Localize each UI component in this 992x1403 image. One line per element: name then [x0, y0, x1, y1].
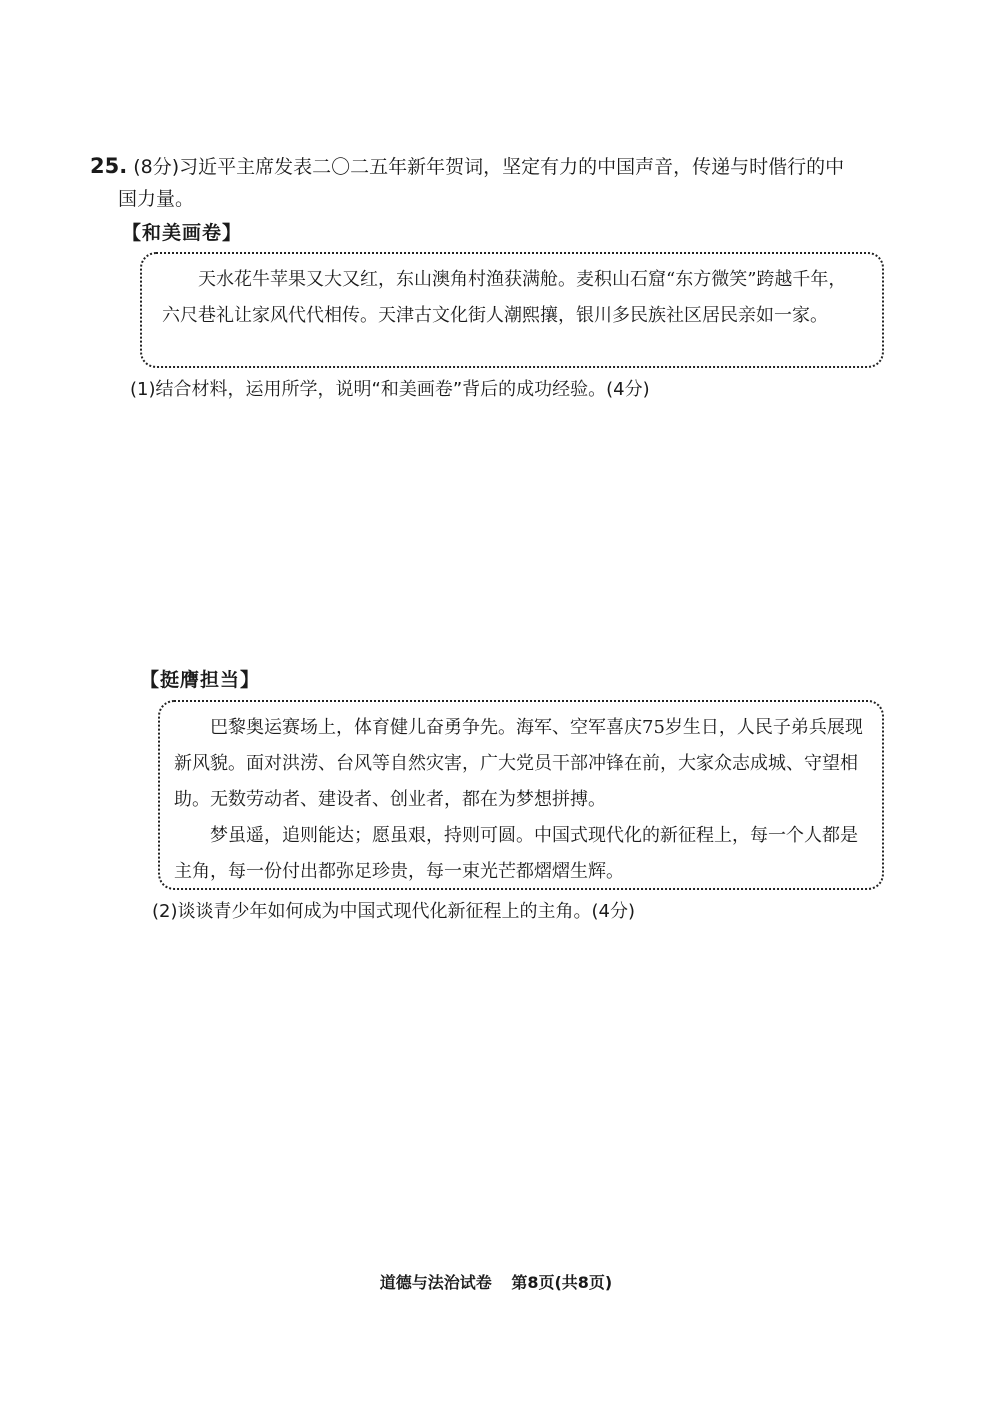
material-text-harmony: 天水花牛苹果又大又红，东山澳角村渔获满舱。麦积山石窟“东方微笑”跨越千年，六尺巷礼让家风代代相传。天津古文化街人潮熙攘，银川多民族社区居民亲如一家。	[162, 269, 847, 326]
material-box-harmony	[140, 252, 884, 368]
question-text-continued: 国力量。	[118, 188, 195, 210]
material-text-responsibility-p2: 梦虽遥，追则能达；愿虽艰，持则可圆。中国式现代化的新征程上，每一个人都是主角，每一份付出都弥足珍贵，每一束光芒都熠熠生辉。	[174, 825, 858, 882]
footer-page-number: 第8页(共8页)	[511, 1273, 613, 1292]
sub-question-1: (1)结合材料，运用所学，说明“和美画卷”背后的成功经验。(4分)	[130, 379, 650, 400]
question-header	[90, 150, 900, 215]
sub-question-2: (2)谈谈青少年如何成为中国式现代化新征程上的主角。(4分)	[152, 901, 635, 922]
section-title-responsibility: 【挺膺担当】	[140, 669, 261, 691]
question-text: (8分)习近平主席发表二〇二五年新年贺词，坚定有力的中国声音，传递与时偕行的中	[133, 156, 845, 178]
footer-subject: 道德与法治试卷	[379, 1273, 492, 1292]
section-title-harmony: 【和美画卷】	[122, 222, 243, 244]
material-text-responsibility-p1: 巴黎奥运赛场上，体育健儿奋勇争先。海军、空军喜庆75岁生日，人民子弟兵展现新风貌。面对洪涝、台风等自然灾害，广大党员干部冲锋在前，大家众志成城、守望相助。无数劳动者、建设者、创业者，都在为梦想拼搏。	[174, 717, 863, 810]
material-box-responsibility	[158, 700, 884, 890]
question-number: 25.	[90, 154, 128, 178]
page-footer	[0, 1270, 992, 1293]
